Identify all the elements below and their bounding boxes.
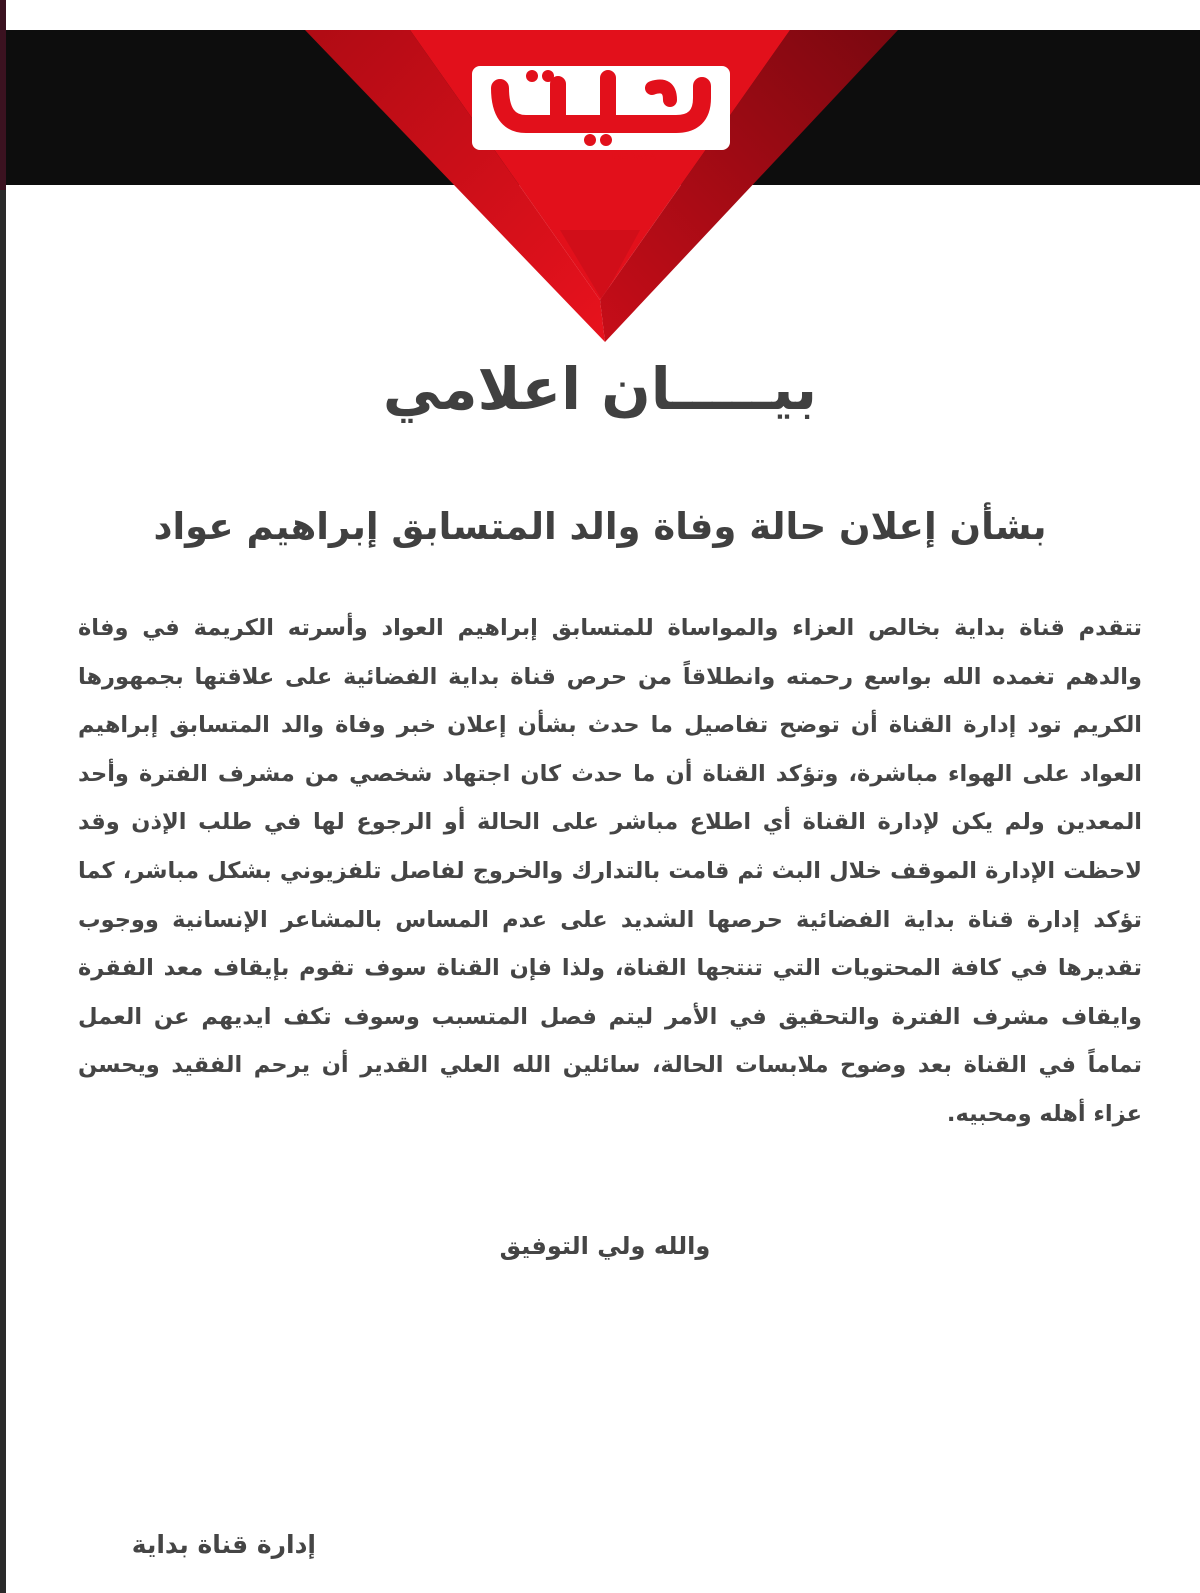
- statement-title: بيـــــان اعلامي: [382, 355, 818, 423]
- statement-body: تتقدم قناة بداية بخالص العزاء والمواساة للمتسابق إبراهيم العواد وأسرته الكريمة في وفاة والدهم تغمده الله بواسع رحمته وانطلاقاً من حرص قناة بداية الفضائية على علاقتها بجمهورها الكريم تود إدارة القناة أن توضح تفاصيل ما حدث بشأن إعلان خبر وفاة والد المتسابق إبراهيم العواد على الهواء مباشرة، وتؤكد القناة أن ما حدث كان اجتهاد شخصي من مشرف الفترة وأحد المعدين ولم يكن لإدارة القناة أي اطلاع مباشر على الحالة أو الرجوع لها في طلب الإذن وقد لاحظت الإدارة الموقف خلال البث ثم قامت بالتدارك والخروج لفاصل تلفزيوني بشكل مباشر، كما تؤكد إدارة قناة بداية الفضائية حرصها الشديد على عدم المساس بالمشاعر الإنسانية ووجوب تقديرها في كافة المحتويات التي تنتجها القناة، ولذا فإن القناة سوف تقوم بإيقاف معد الفقرة وايقاف مشرف الفترة والتحقيق في الأمر ليتم فصل المتسبب وسوف تكف ايديهم عن العمل تماماً في القناة بعد وضوح ملابسات الحالة، سائلين الله العلي القدير أن يرحم الفقيد ويحسن عزاء أهله ومحبيه.: [78, 615, 1142, 1127]
- closing-line: والله ولي التوفيق: [499, 1232, 711, 1260]
- bedaya-logo: [440, 48, 760, 168]
- logo-latin-text: BEDAYA: [612, 151, 657, 163]
- signature: إدارة قناة بداية: [131, 1530, 316, 1559]
- statement-subject: بشأن إعلان حالة وفاة والد المتسابق إبراهيم عواد: [153, 505, 1047, 548]
